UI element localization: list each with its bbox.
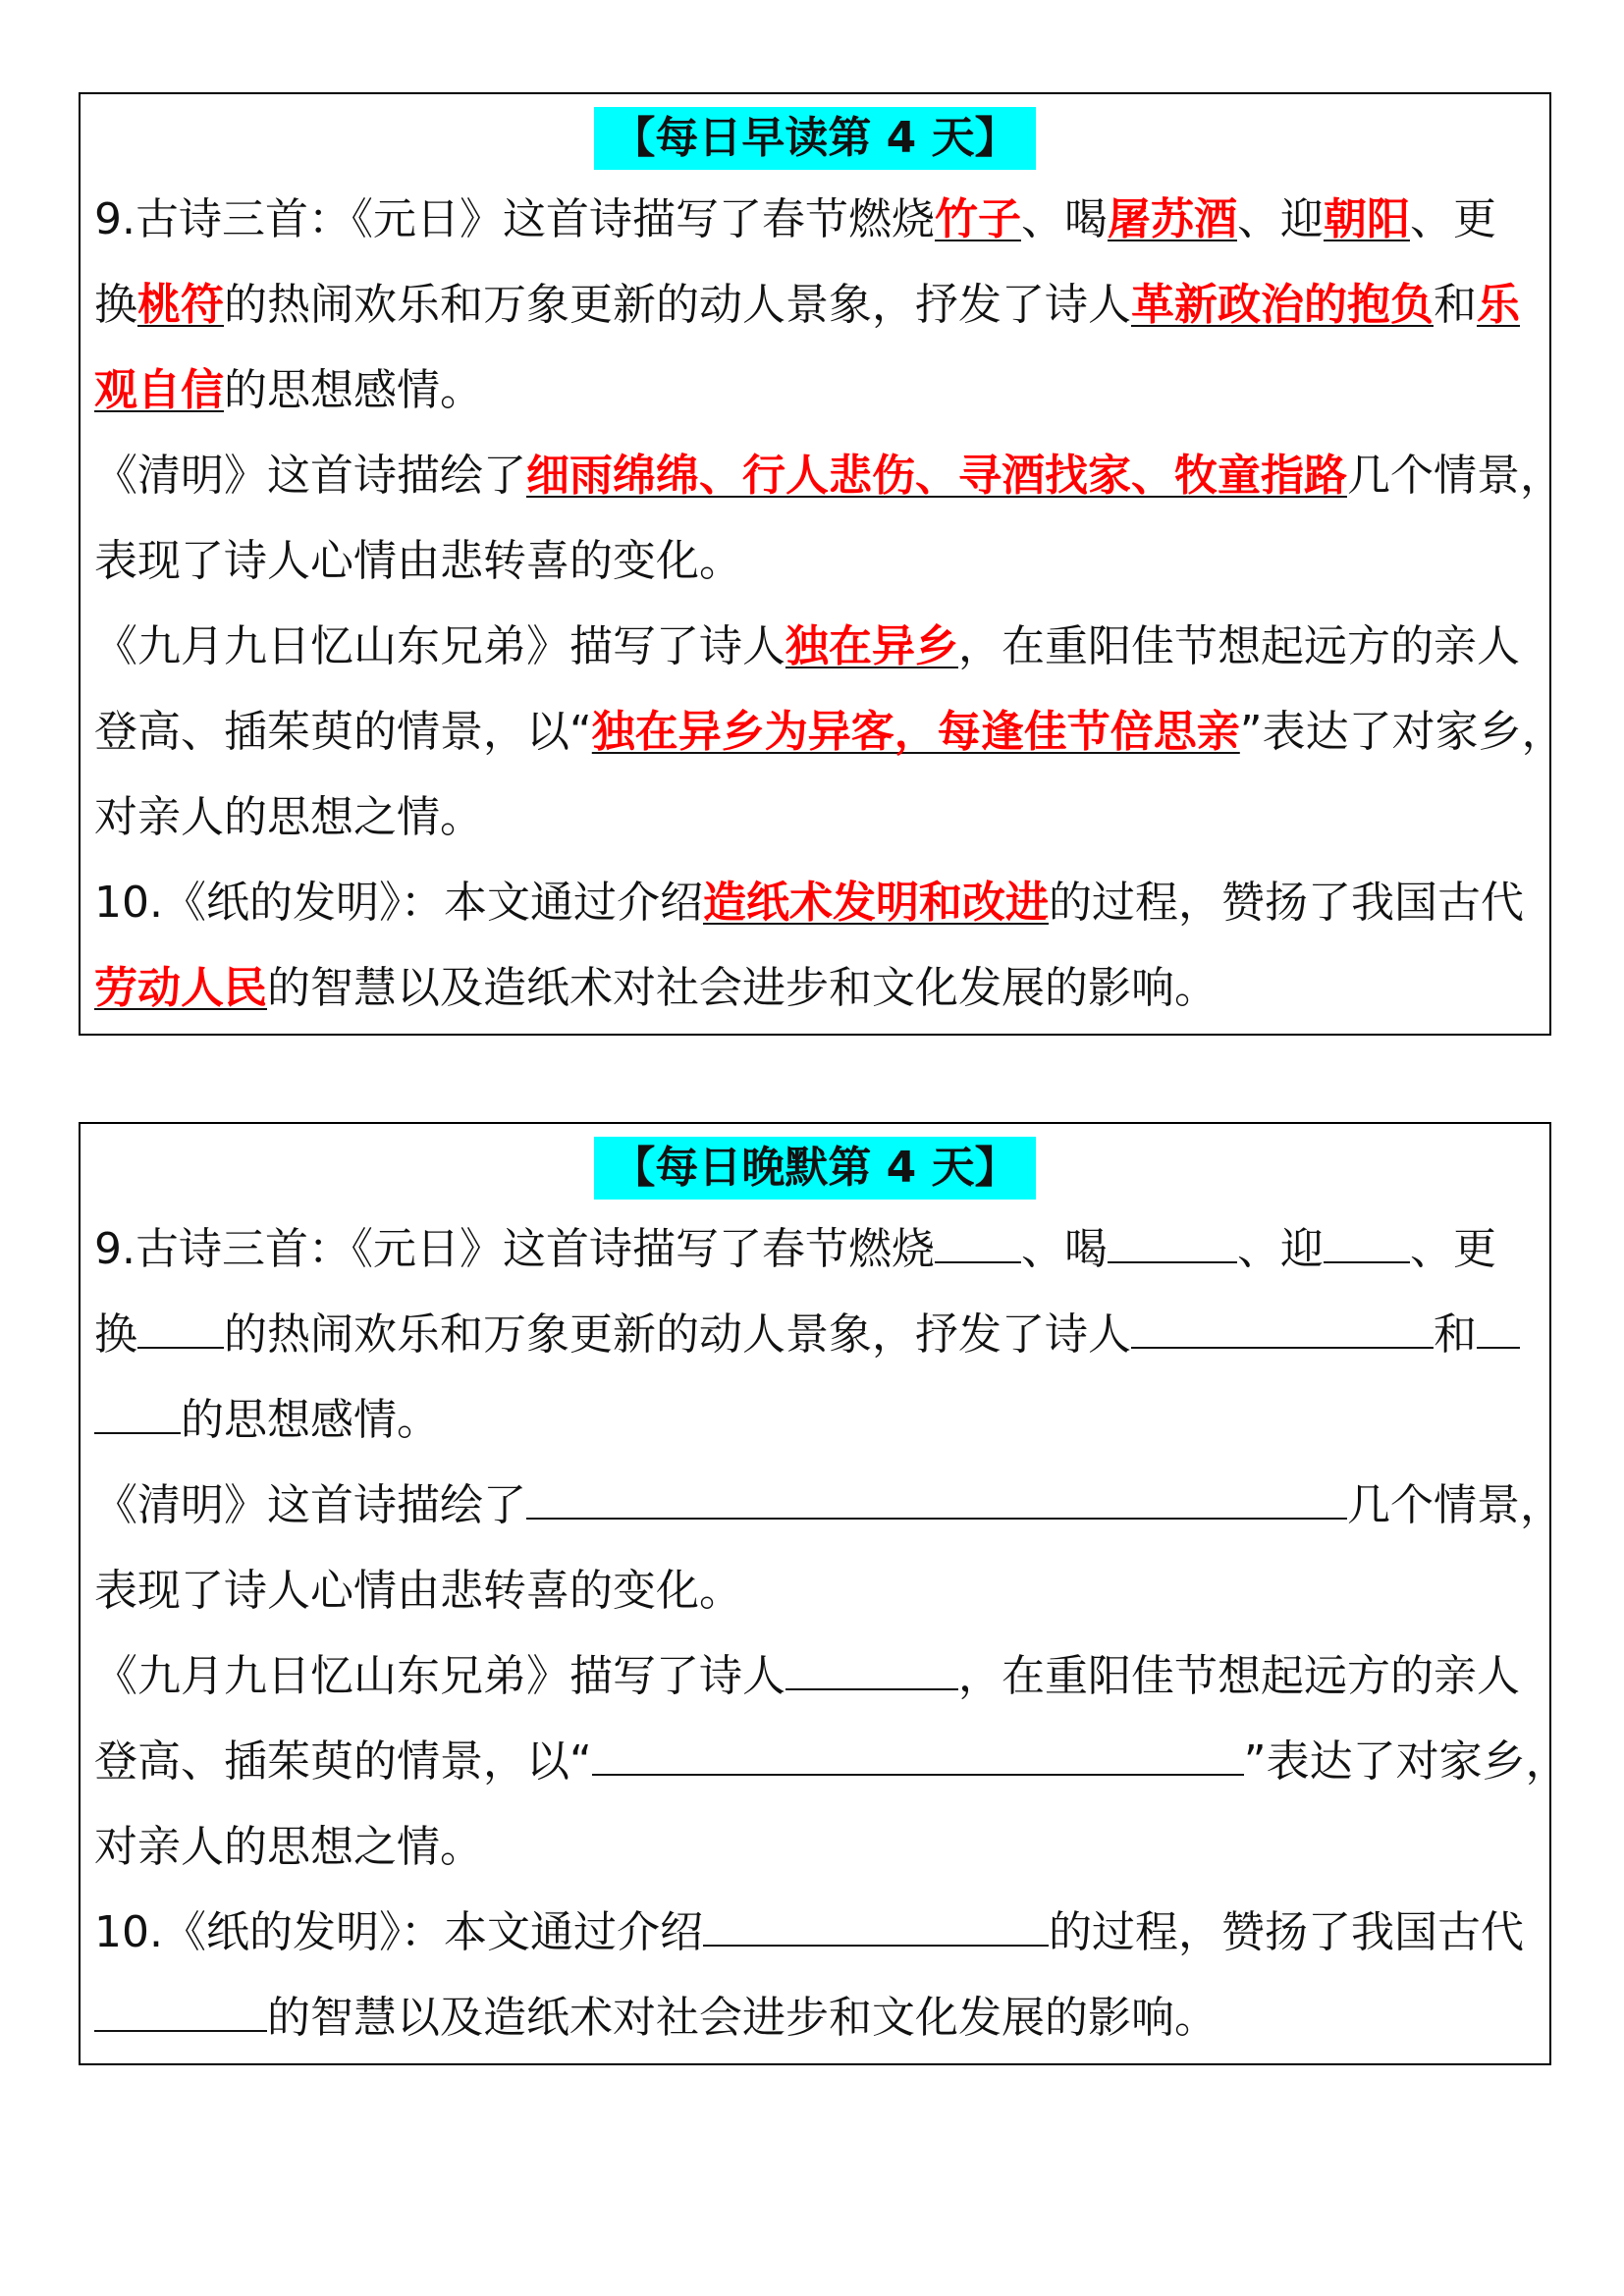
line-8: 对亲人的思想之情。 (94, 1822, 483, 1872)
fill-blank[interactable] (94, 1383, 181, 1434)
line-8: 对亲人的思想之情。 (94, 792, 483, 842)
answer: 独在异乡 (785, 621, 958, 671)
title-row (94, 98, 1536, 177)
line-10: 劳动人民的智慧以及造纸术对社会进步和文化发展的影响。 (94, 963, 1218, 1013)
fill-blank[interactable] (1108, 1212, 1237, 1263)
evening-dictation-title: 【每日晚默第 4 天】 (594, 1137, 1035, 1200)
line-7: 登高、插茱萸的情景，以“ ”表达了对家乡， (94, 1719, 1536, 1804)
answer: 造纸术发明和改进 (702, 878, 1049, 928)
fill-blank[interactable] (703, 1896, 1049, 1947)
title-row (94, 1128, 1536, 1206)
line-6: 《九月九日忆山东兄弟》描写了诗人独在异乡，在重阳佳节想起远方的亲人 (94, 621, 1520, 671)
answer: 观自信 (94, 365, 224, 415)
line-2: 换 的热闹欢乐和万象更新的动人景象，抒发了诗人 和 (94, 1292, 1536, 1377)
answer: 屠苏酒 (1107, 194, 1237, 244)
fill-blank[interactable] (785, 1639, 958, 1690)
fill-blank[interactable] (1477, 1298, 1520, 1349)
fill-blank[interactable] (137, 1298, 224, 1349)
fill-blank[interactable] (1324, 1212, 1410, 1263)
line-5: 表现了诗人心情由悲转喜的变化。 (94, 536, 742, 586)
line-9: 10.《纸的发明》：本文通过介绍造纸术发明和改进的过程，赞扬了我国古代 (94, 878, 1524, 928)
line-9: 10.《纸的发明》：本文通过介绍 的过程，赞扬了我国古代 (94, 1890, 1536, 1975)
answer: 桃符 (137, 280, 224, 330)
answer: 乐 (1477, 280, 1520, 330)
line-2: 换桃符的热闹欢乐和万象更新的动人景象，抒发了诗人革新政治的抱负和乐 (94, 280, 1520, 330)
answer: 朝阳 (1323, 194, 1410, 244)
line-6: 《九月九日忆山东兄弟》描写了诗人 ，在重阳佳节想起远方的亲人 (94, 1633, 1536, 1719)
line-1: 9.古诗三首：《元日》这首诗描写了春节燃烧 、喝 、迎 、更 (94, 1206, 1536, 1292)
answer: 革新政治的抱负 (1131, 280, 1434, 330)
line-5: 表现了诗人心情由悲转喜的变化。 (94, 1566, 742, 1616)
answer: 独在异乡为异客，每逢佳节倍思亲 (591, 707, 1240, 757)
line-7: 登高、插茱萸的情景，以“独在异乡为异客，每逢佳节倍思亲”表达了对家乡， (94, 707, 1565, 757)
line-4: 《清明》这首诗描绘了 几个情景， (94, 1463, 1536, 1548)
line-3: 观自信的思想感情。 (94, 365, 483, 415)
fill-blank[interactable] (1131, 1298, 1434, 1349)
line-4: 《清明》这首诗描绘了细雨绵绵、行人悲伤、寻酒找家、牧童指路几个情景， (94, 451, 1563, 501)
line-3: 的思想感情。 (94, 1377, 1536, 1463)
fill-blank[interactable] (935, 1212, 1021, 1263)
answer: 劳动人民 (94, 963, 267, 1013)
morning-reading-box (79, 92, 1565, 1036)
fill-blank[interactable] (592, 1725, 1244, 1776)
line-1: 9.古诗三首：《元日》这首诗描写了春节燃烧竹子、喝屠苏酒、迎朝阳、更 (94, 194, 1496, 244)
answer: 细雨绵绵、行人悲伤、寻酒找家、牧童指路 (526, 451, 1347, 501)
fill-blank[interactable] (94, 1981, 267, 2032)
answer: 竹子 (934, 194, 1021, 244)
evening-dictation-box (79, 1122, 1569, 2065)
fill-blank[interactable] (526, 1468, 1347, 1520)
line-10: 的智慧以及造纸术对社会进步和文化发展的影响。 (94, 1975, 1536, 2060)
morning-reading-title: 【每日早读第 4 天】 (594, 107, 1035, 170)
